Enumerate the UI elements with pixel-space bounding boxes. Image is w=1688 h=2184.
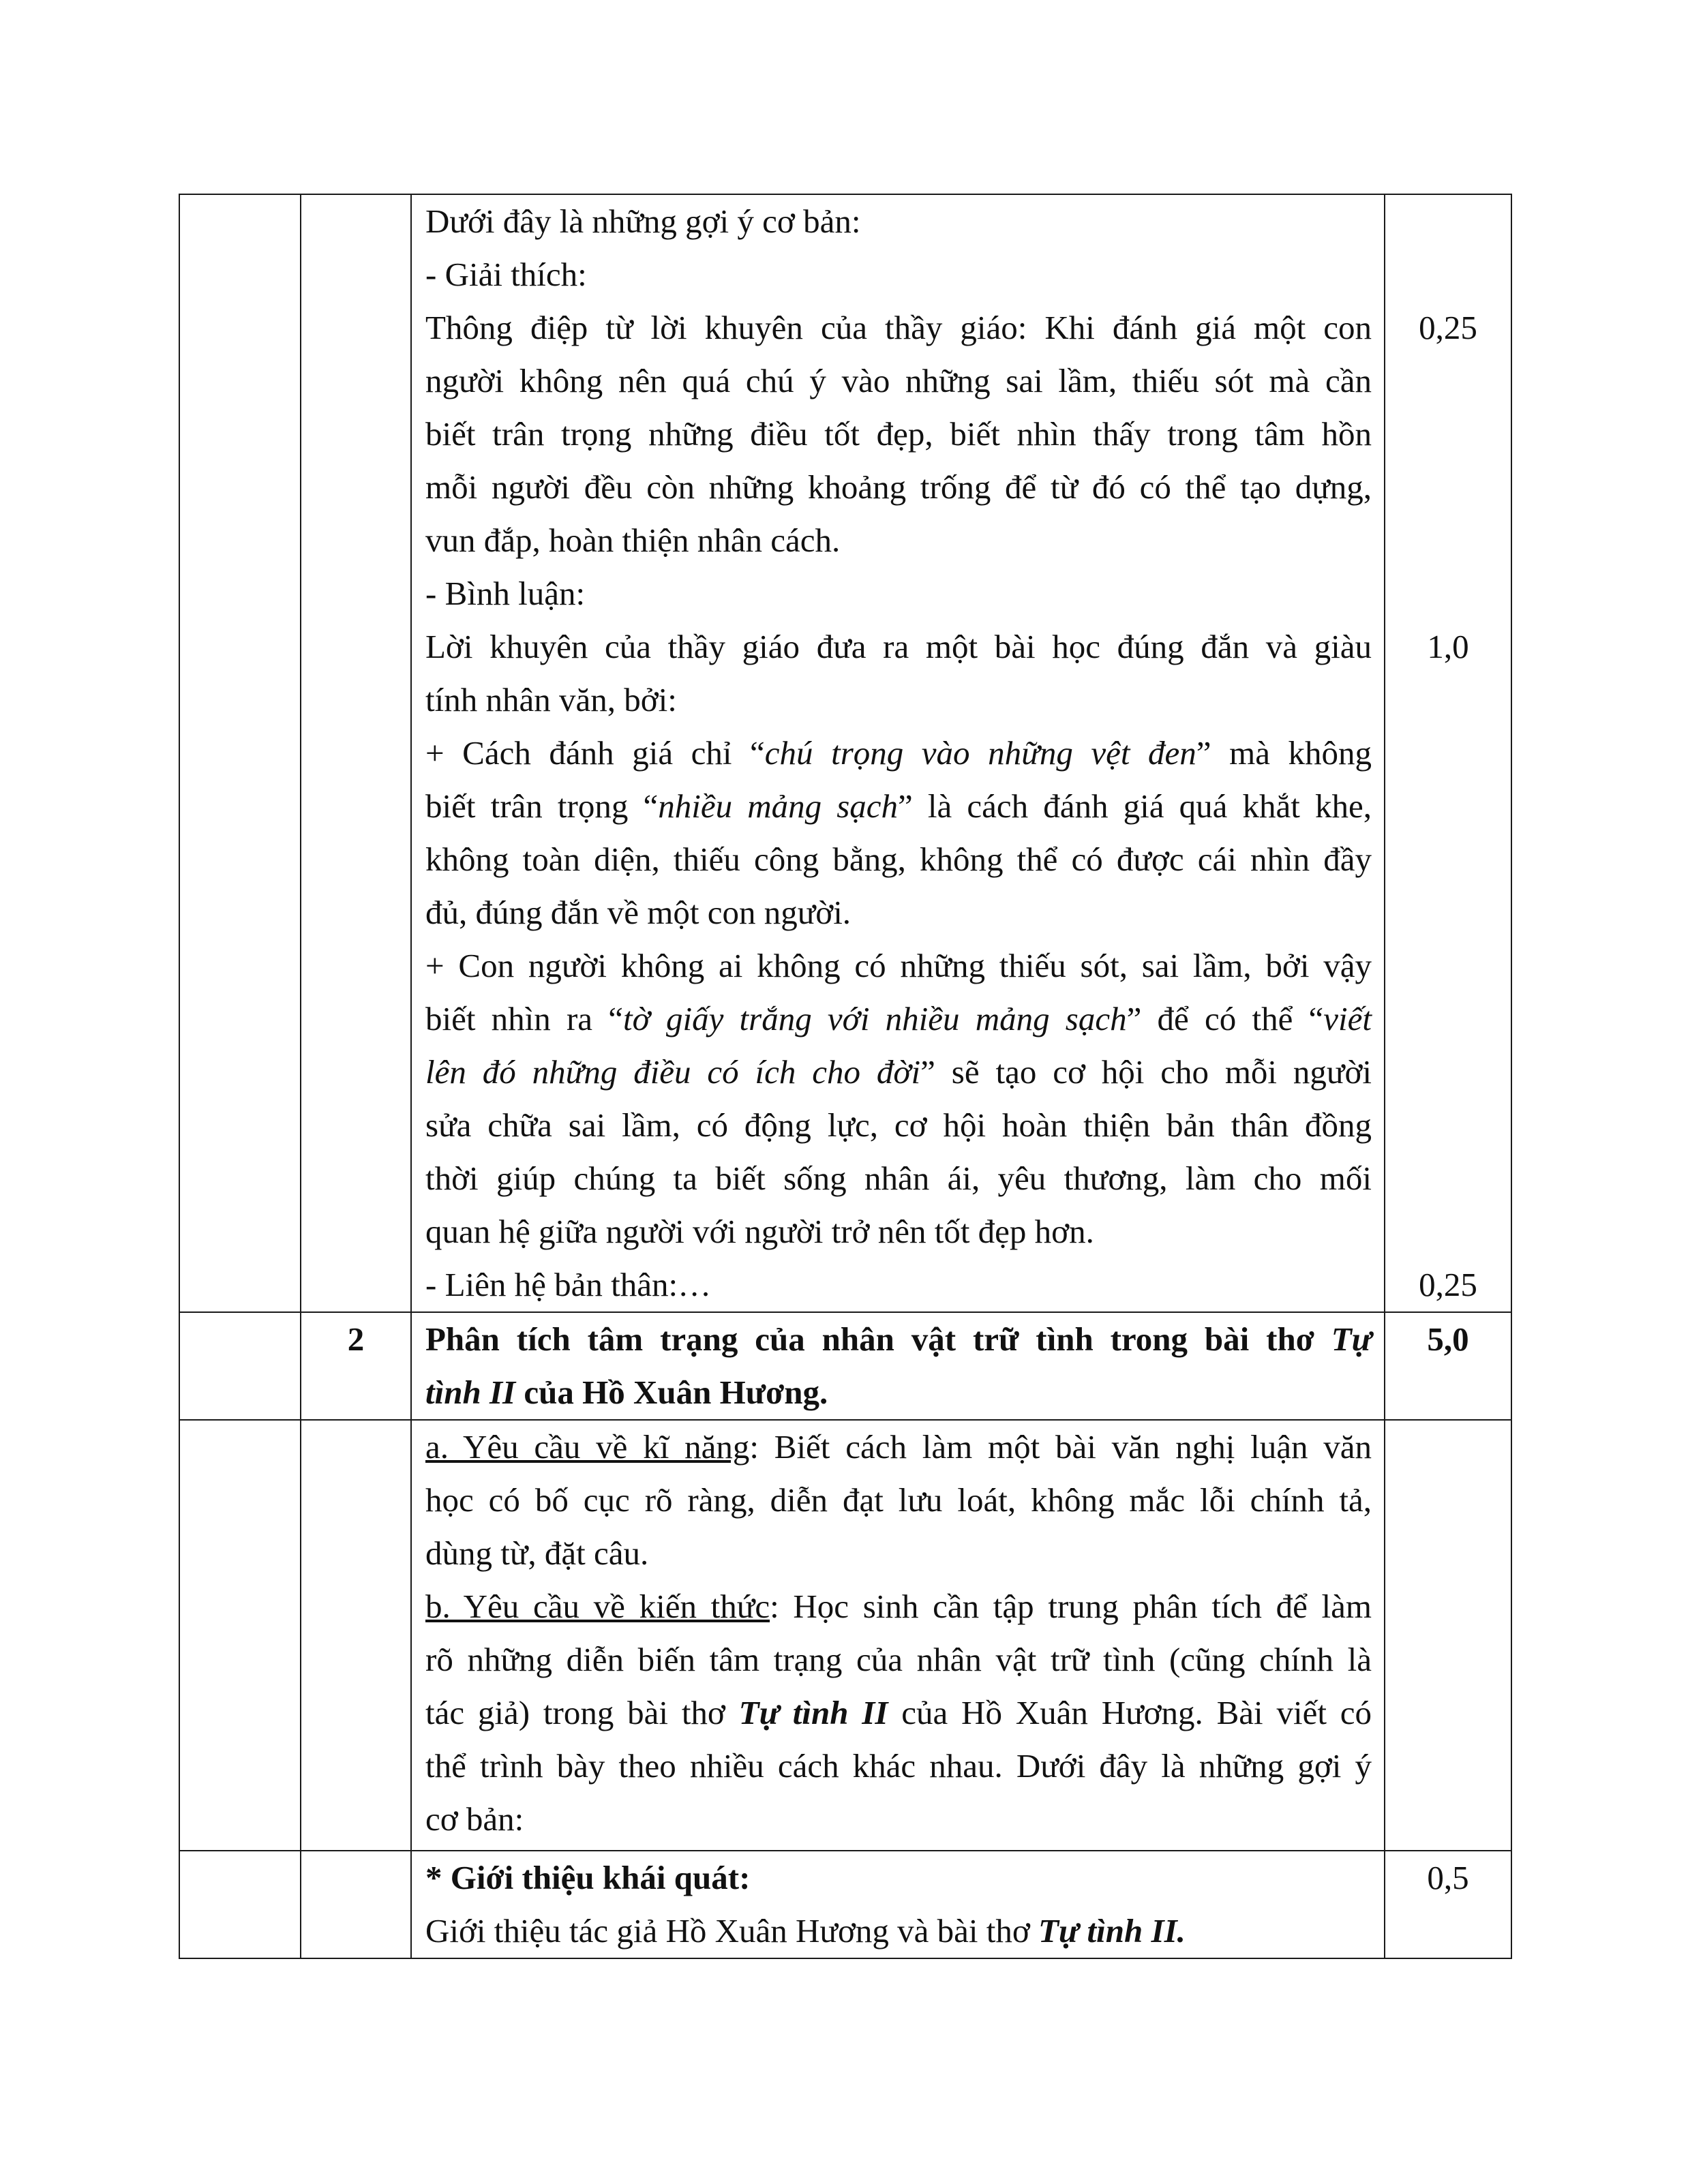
intro-text (412, 1851, 1384, 1958)
quote-italic: nhiều mảng sạch (658, 787, 899, 825)
text-line: vun đắp, hoàn thiện nhân cách. (425, 521, 841, 559)
text-line: học có bố cục rõ ràng, diễn đạt lưu loát, không mắc lỗi chính tả, (425, 1481, 1372, 1519)
table-row (179, 1420, 1511, 1851)
empty-cell (301, 194, 411, 1312)
content-cell (411, 1312, 1385, 1420)
text-line: - Giải thích: (425, 256, 587, 293)
text-line (425, 992, 1372, 1046)
text-run: Phân tích tâm trạng của nhân vật trữ tình trong bài thơ (425, 1320, 1331, 1358)
text-run: ” sẽ tạo cơ hội cho mỗi người (920, 1053, 1372, 1091)
text-line: - Bình luận: (425, 575, 586, 612)
text-line: cơ bản: (425, 1800, 524, 1838)
text-line: mỗi người đều còn những khoảng trống để từ đó có thể tạo dựng, (425, 468, 1372, 506)
text-run: ” mà không (1196, 734, 1372, 772)
question-title (412, 1313, 1384, 1419)
answer-text (412, 195, 1384, 1311)
text-run: : Biết cách làm một bài văn nghị luận văn (749, 1428, 1372, 1466)
text-run: của Hồ Xuân Hương. Bài viết có (888, 1694, 1372, 1731)
text-line (425, 1046, 1372, 1099)
text-line: Lời khuyên của thầy giáo đưa ra một bài học đúng đắn và giàu (425, 628, 1372, 665)
text-line: Dưới đây là những gợi ý cơ bản: (425, 202, 861, 240)
quote-italic: viết (1323, 1000, 1372, 1037)
content-cell (411, 194, 1385, 1312)
text-line (425, 1580, 1372, 1633)
text-line: + Con người không ai không có những thiếu sót, sai lầm, bởi vậy (425, 947, 1372, 984)
empty-cell (179, 1420, 301, 1851)
text-run: biết trân trọng “ (425, 787, 659, 825)
text-line: - Liên hệ bản thân:… (425, 1266, 712, 1303)
text-line: người không nên quá chú ý vào những sai lầm, thiếu sót mà cần (425, 362, 1372, 399)
poem-title: Tự tình II. (1038, 1912, 1186, 1950)
table-row (179, 194, 1511, 1312)
section-heading: * Giới thiệu khái quát: (425, 1859, 751, 1896)
text-line: thời giúp chúng ta biết sống nhân ái, yêu thương, làm cho mối (425, 1159, 1372, 1197)
text-line: biết trân trọng những điều tốt đẹp, biết nhìn thấy trong tâm hồn (425, 415, 1372, 453)
text-run: : Học sinh cần tập trung phân tích để làm (770, 1588, 1372, 1625)
question-number: 2 (301, 1312, 411, 1420)
score-cell (1385, 194, 1511, 1312)
text-run: của Hồ Xuân Hương. (515, 1374, 828, 1411)
empty-cell (1385, 1420, 1511, 1851)
text-line (425, 1905, 1372, 1958)
score-value: 0,5 (1385, 1851, 1511, 1958)
score-value: 0,25 (1419, 309, 1477, 346)
grading-table (179, 194, 1512, 1959)
text-line: tính nhân văn, bởi: (425, 681, 677, 718)
text-line: thể trình bày theo nhiều cách khác nhau. Dưới đây là những gợi ý (425, 1747, 1372, 1785)
empty-cell (301, 1851, 411, 1958)
text-line: không toàn diện, thiếu công bằng, không thể có được cái nhìn đầy (425, 840, 1372, 878)
text-line (425, 780, 1372, 833)
text-line (425, 1366, 1372, 1419)
empty-cell (301, 1420, 411, 1851)
text-line (425, 1421, 1372, 1474)
text-line: quan hệ giữa người với người trở nên tốt đẹp hơn. (425, 1213, 1094, 1250)
score-value: 1,0 (1427, 628, 1469, 665)
content-cell (411, 1420, 1385, 1851)
text-line: đủ, đúng đắn về một con người. (425, 894, 851, 931)
text-line: rõ những diễn biến tâm trạng của nhân vật trữ tình (cũng chính là (425, 1641, 1372, 1678)
quote-italic: tờ giấy trắng với nhiều mảng sạch (623, 1000, 1127, 1037)
text-line: sửa chữa sai lầm, có động lực, cơ hội hoàn thiện bản thân đồng (425, 1106, 1372, 1144)
text-line: dùng từ, đặt câu. (425, 1534, 649, 1572)
text-run: ” để có thể “ (1126, 1000, 1324, 1037)
quote-italic: chú trọng vào những vệt đen (764, 734, 1196, 772)
text-run: Giới thiệu tác giả Hồ Xuân Hương và bài thơ (425, 1912, 1038, 1950)
text-run: tác giả) trong bài thơ (425, 1694, 739, 1731)
text-run: ” là cách đánh giá quá khắt khe, (898, 787, 1372, 825)
score-value: 5,0 (1385, 1312, 1511, 1420)
poem-title: Tự (1331, 1320, 1372, 1358)
requirement-label: b. Yêu cầu về kiến thức (425, 1588, 770, 1625)
requirement-label: a. Yêu cầu về kĩ năng (425, 1428, 750, 1466)
text-line (425, 1686, 1372, 1740)
text-run: + Cách đánh giá chỉ “ (425, 734, 765, 772)
table-row (179, 1312, 1511, 1420)
quote-italic: lên đó những điều có ích cho đời (425, 1053, 921, 1091)
poem-title: Tự tình II (738, 1694, 888, 1731)
empty-cell (179, 1851, 301, 1958)
empty-cell (179, 194, 301, 1312)
poem-title: tình II (425, 1374, 516, 1411)
text-line (425, 1313, 1372, 1366)
empty-cell (179, 1312, 301, 1420)
content-cell (411, 1851, 1385, 1958)
requirements-text (412, 1421, 1384, 1846)
text-line (425, 727, 1372, 780)
text-run: biết nhìn ra “ (425, 1000, 624, 1037)
text-line: Thông điệp từ lời khuyên của thầy giáo: Khi đánh giá một con (425, 309, 1372, 346)
table-row (179, 1851, 1511, 1958)
score-value: 0,25 (1419, 1266, 1477, 1303)
